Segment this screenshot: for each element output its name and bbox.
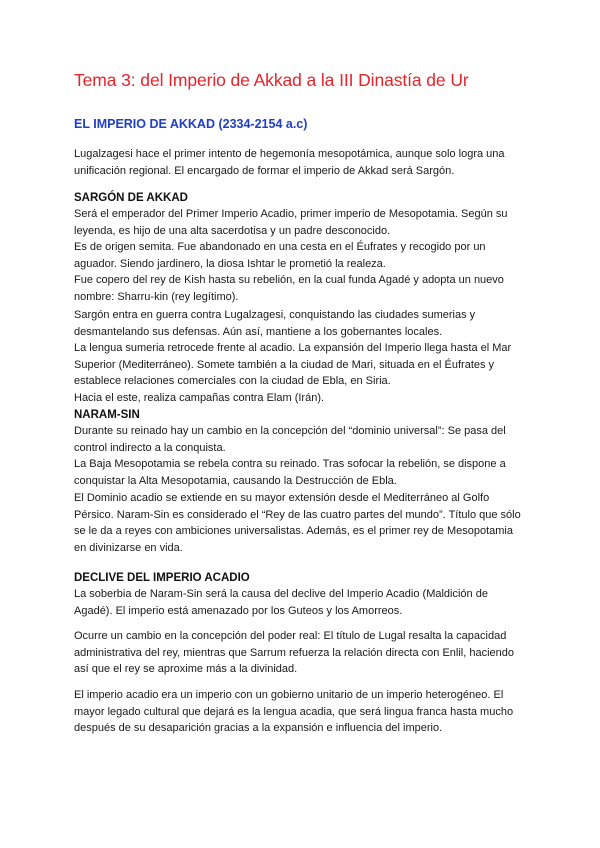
text-line: Lugalzagesi hace el primer intento de hegemonía mesopotámica, aunque solo logra una [74,148,505,160]
text-line: en divinizarse en vida. [74,541,183,554]
text-line: Ocurre un cambio en la concepción del poder real: El título de Lugal resalta la capacidad [74,630,507,642]
text-line: desmantelando sus defensas. Aún así, mantiene a los gobernantes locales. [74,325,443,338]
text-line: Durante su reinado hay un cambio en la concepción del “dominio universal”: Se pasa del [74,425,506,437]
text-line: unificación regional. El encargado de formar el imperio de Akkad será Sargón. [74,164,455,177]
text-line: Agadé). El imperio está amenazado por los Guteos y los Amorreos. [74,604,403,617]
text-line: leyenda, es hijo de una alta sacerdotisa y un padre desconocido. [74,224,391,237]
sargon-paragraph-2 [74,307,534,407]
text-line: La lengua sumeria retrocede frente al acadio. La expansión del Imperio llega hasta el Mar [74,342,512,355]
page-title: Tema 3: del Imperio de Akkad a la III Dinastía de Ur [74,70,469,90]
text-line: El imperio acadio era un imperio con un gobierno unitario de un imperio heterogéneo. El [74,689,504,701]
text-line: aguador. Siendo jardinero, la diosa Ishtar le prometió la realeza. [74,257,386,270]
text-line: se le da a reyes con ambiciones universalistas. Además, es el primer rey de Mesopotamia [74,525,513,538]
text-line: El Dominio acadio se extiende en su mayor extensión desde el Mediterráneo al Golfo [74,492,490,504]
naram-paragraph-1 [74,423,534,489]
text-line: conquistar la Alta Mesopotamia, causando la Destrucción de Ebla. [74,474,397,487]
subheading-decline: DECLIVE DEL IMPERIO ACADIO [74,572,250,584]
text-line: control indirecto a la conquista. [74,441,226,454]
text-line: mayor legado cultural que dejará es la lengua acadia, que será lingua franca hasta mucho [74,705,514,718]
text-line: Es de origen semita. Fue abandonado en una cesta en el Éufrates y recogido por un [74,241,486,254]
intro-paragraph [74,146,534,179]
text-line: así que el rey se aproxime más a la divinidad. [74,663,298,676]
text-line: Será el emperador del Primer Imperio Acadio, primer imperio de Mesopotamia. Según su [74,208,508,220]
section-heading-akkad: EL IMPERIO DE AKKAD (2334-2154 a.c) [74,117,308,131]
naram-paragraph-2 [74,490,534,556]
text-line: Superior (Mediterráneo). Somete también a la ciudad de Mari, situada en el Éufrates y [74,358,495,371]
text-line: La soberbia de Naram-Sin será la causa del declive del Imperio Acadio (Maldición de [74,588,488,600]
subheading-sargon: SARGÓN DE AKKAD [74,192,188,204]
text-line: después de su desaparición gracias a la expansión e influencia del imperio. [74,722,443,735]
text-line: Hacia el este, realiza campañas contra Elam (Irán). [74,391,325,404]
text-line: Sargón entra en guerra contra Lugalzagesi, conquistando las ciudades sumerias y [74,309,476,321]
decline-paragraph-3 [74,687,534,737]
text-line: nombre: Sharru-kin (rey legítimo). [74,290,239,303]
text-line: Pérsico. Naram-Sin es considerado el “Rey de las cuatro partes del mundo”. Título que sólo [74,508,521,521]
text-line: establece relaciones comerciales con la ciudad de Ebla, en Siria. [74,375,391,388]
text-line: La Baja Mesopotamia se rebela contra su reinado. Tras sofocar la rebelión, se dispone a [74,458,506,471]
decline-paragraph-2 [74,628,534,678]
text-line: administrativa del rey, mientras que Sarrum refuerza la relación directa con Enlil, haciendo [74,646,515,659]
subheading-naram-sin: NARAM-SIN [74,409,140,421]
decline-paragraph-1 [74,586,534,619]
sargon-paragraph-1 [74,206,534,306]
text-line: Fue copero del rey de Kish hasta su rebelión, en la cual funda Agadé y adopta un nuevo [74,274,504,287]
